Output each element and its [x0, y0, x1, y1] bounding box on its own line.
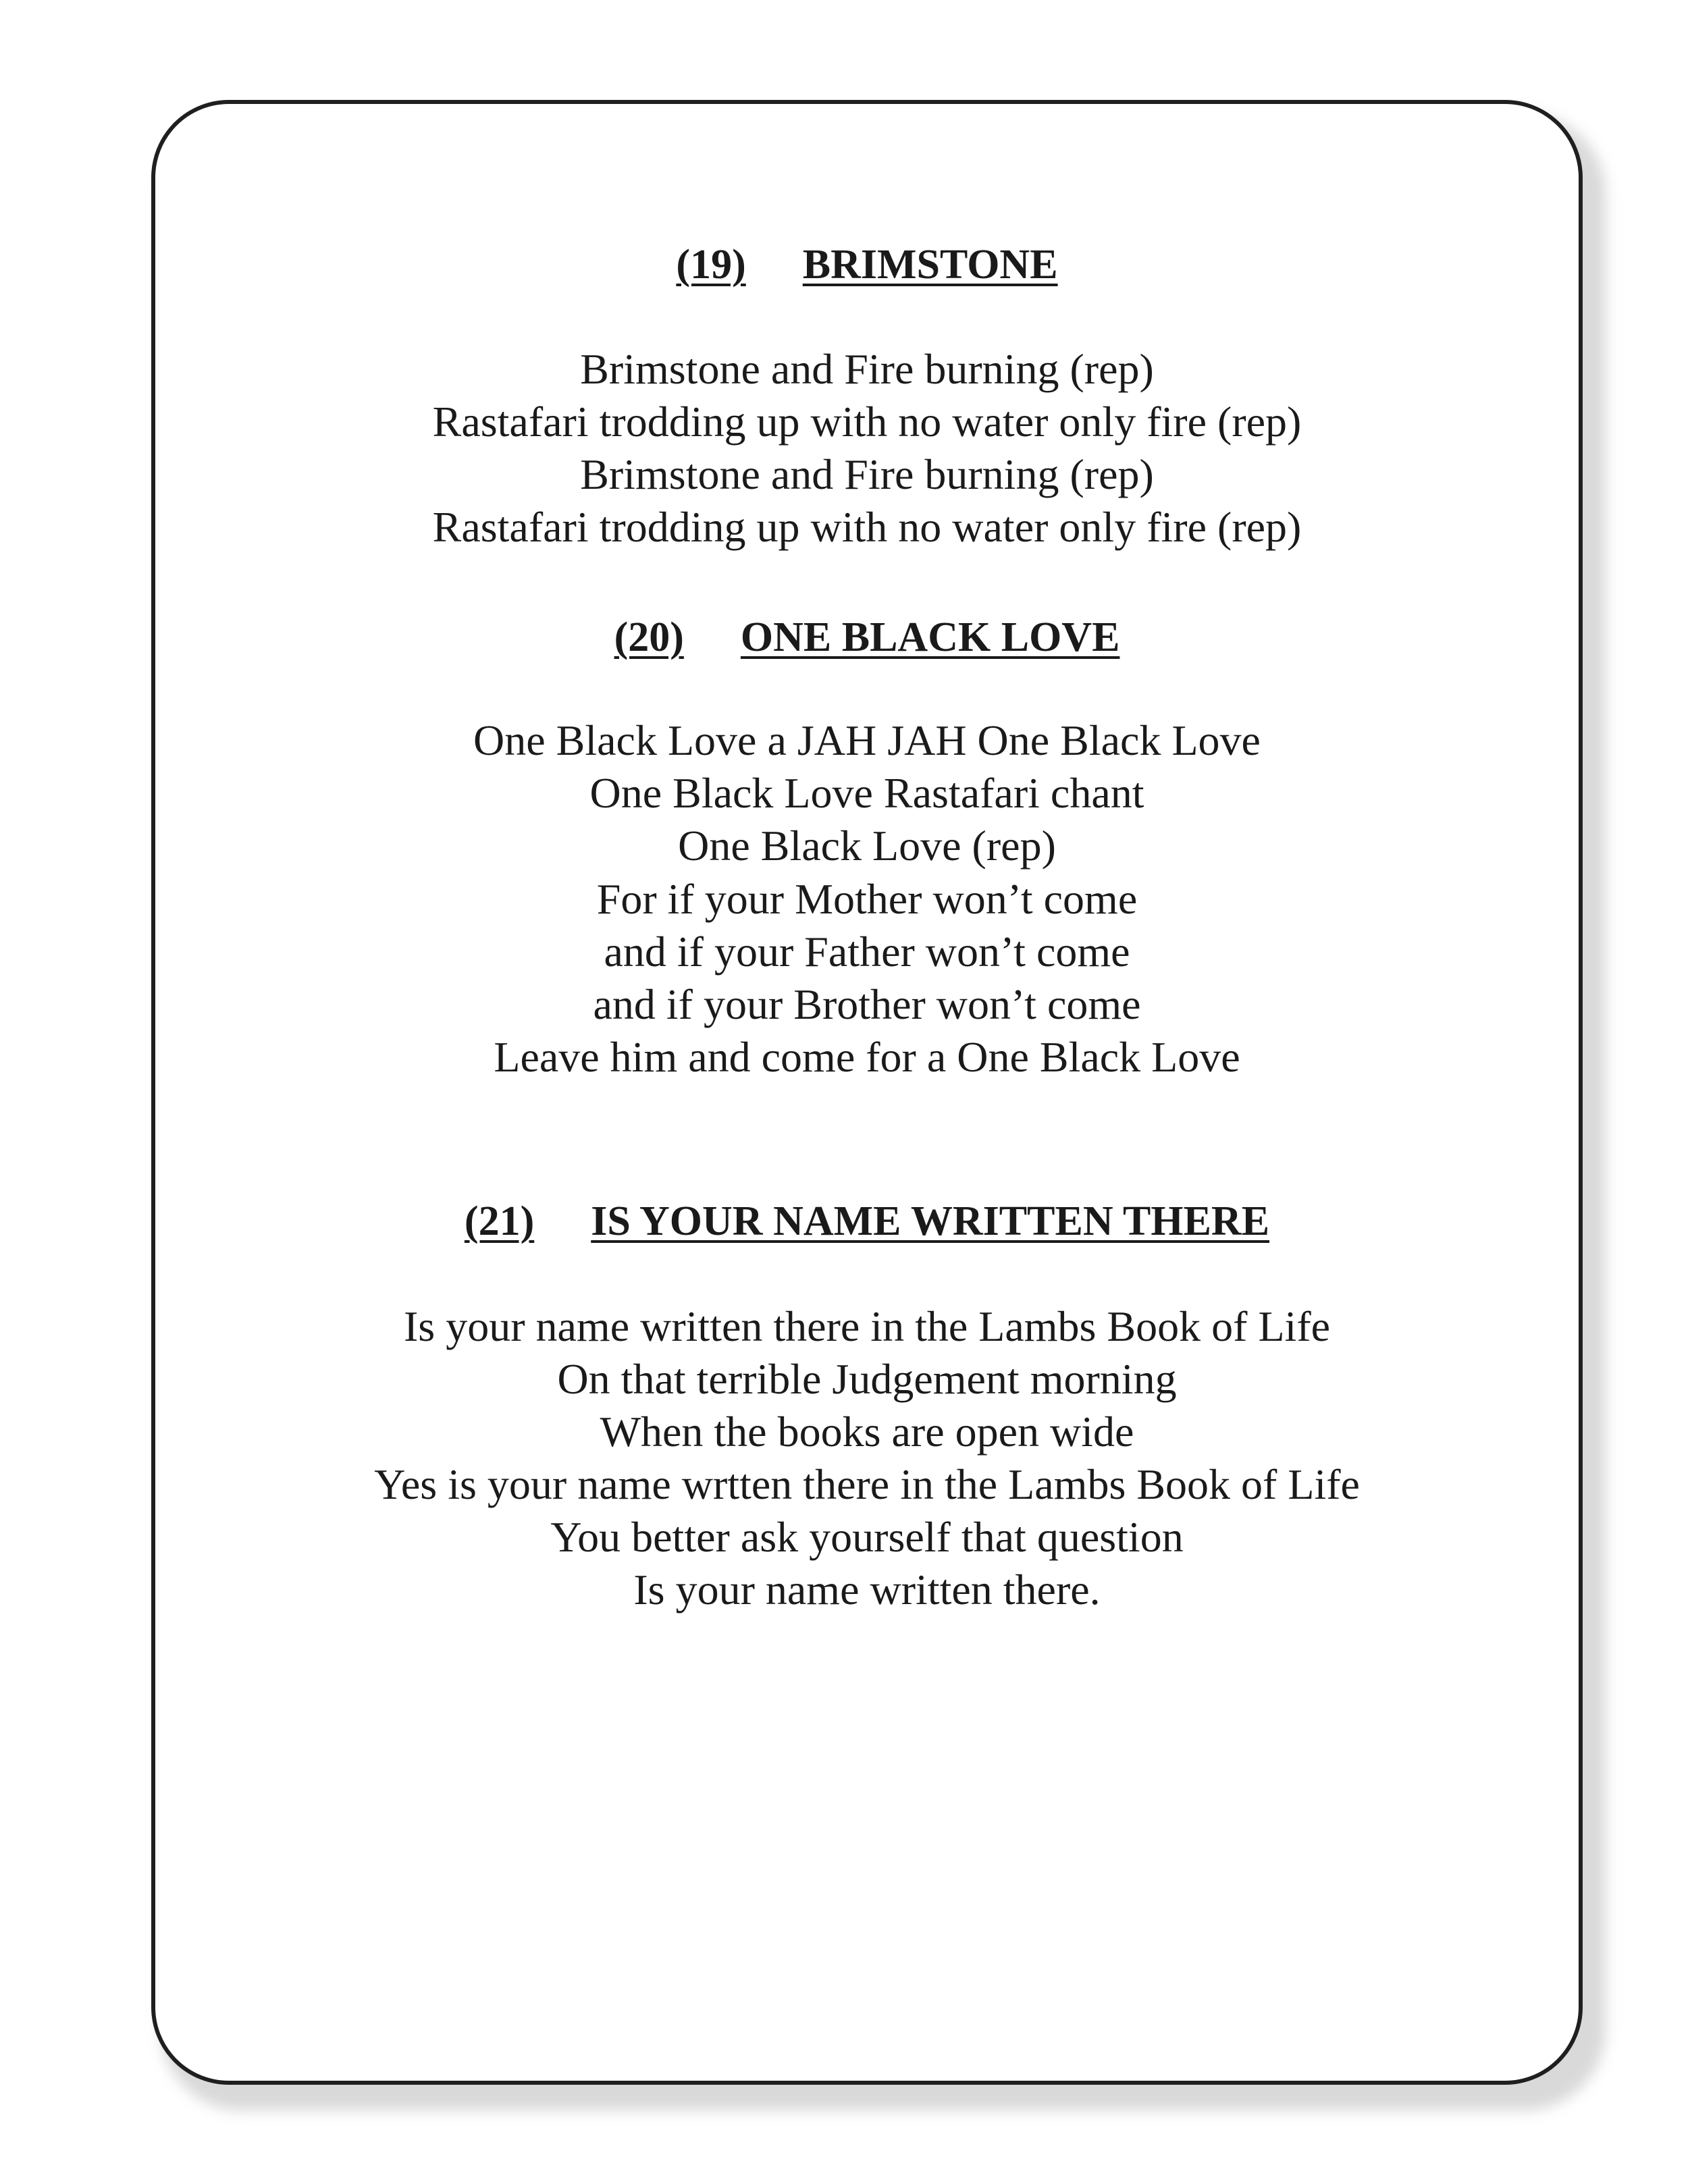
- lyric-line: Leave him and come for a One Black Love: [494, 1033, 1240, 1081]
- lyric-line: Brimstone and Fire burning (rep): [580, 450, 1154, 498]
- lyric-line: When the books are open wide: [600, 1408, 1134, 1456]
- stanza: [151, 1300, 1583, 1616]
- lyric-line: and if your Brother won’t come: [593, 980, 1141, 1028]
- song-title: [151, 1195, 1583, 1248]
- song-21: [151, 1195, 1583, 1248]
- song-20: [151, 611, 1583, 664]
- lyric-line: One Black Love (rep): [678, 822, 1056, 870]
- song-title: [151, 611, 1583, 664]
- lyric-line: Rastafari trodding up with no water only fire (rep): [432, 503, 1302, 551]
- lyric-line: For if your Mother won’t come: [596, 875, 1138, 923]
- song-number: (21): [464, 1198, 535, 1244]
- lyric-line: and if your Father won’t come: [604, 928, 1130, 976]
- lyric-line: One Black Love Rastafari chant: [589, 769, 1144, 817]
- song-name: ONE BLACK LOVE: [740, 614, 1120, 660]
- song-number: (19): [676, 242, 746, 288]
- lyric-line: Rastafari trodding up with no water only fire (rep): [432, 398, 1302, 446]
- song-19: [151, 238, 1583, 291]
- lyric-line: One Black Love a JAH JAH One Black Love: [473, 716, 1261, 764]
- song-name: IS YOUR NAME WRITTEN THERE: [591, 1198, 1270, 1244]
- lyric-line: Brimstone and Fire burning (rep): [580, 345, 1154, 393]
- lyric-line: You better ask yourself that question: [550, 1513, 1184, 1561]
- stanza: [151, 714, 1583, 872]
- song-title: [151, 238, 1583, 291]
- stanza: [151, 343, 1583, 554]
- song-name: BRIMSTONE: [802, 242, 1058, 288]
- lyric-line: Yes is your name wrtten there in the Lambs Book of Life: [374, 1460, 1360, 1508]
- lyric-line: On that terrible Judgement morning: [557, 1355, 1177, 1403]
- lyric-line: Is your name written there.: [633, 1566, 1101, 1614]
- song-number: (20): [614, 614, 684, 660]
- stanza: [151, 873, 1583, 1084]
- lyric-line: Is your name written there in the Lambs Book of Life: [403, 1302, 1331, 1350]
